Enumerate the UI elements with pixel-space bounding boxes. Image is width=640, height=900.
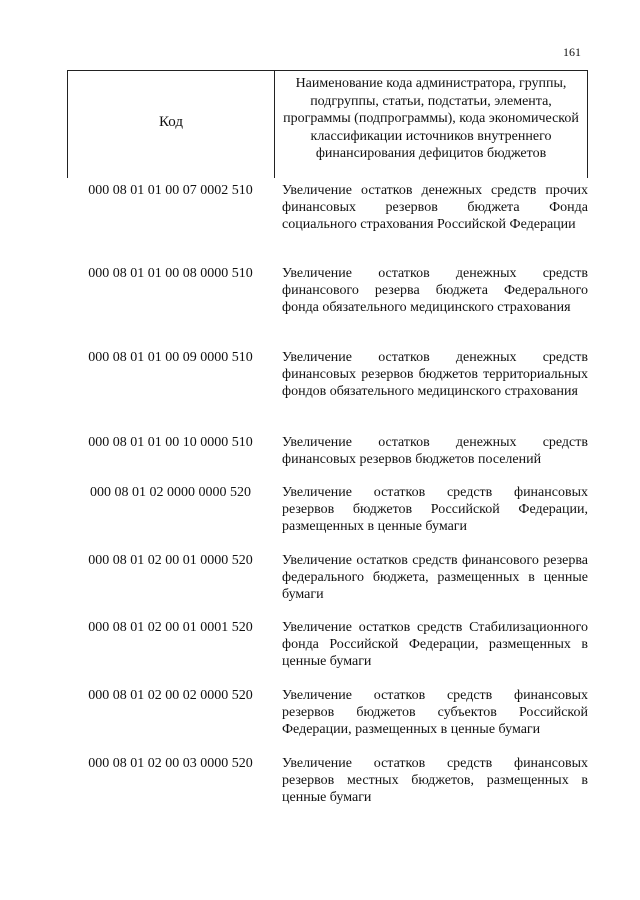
column-header-name: Наименование кода администратора, группы, подгруппы, статьи, подстатьи, элемента, программы (подпрограммы), кода экономической классификации источников внутреннего финансирования дефицитов бюджетов: [283, 76, 579, 162]
row-description: Увеличение остатков средств финансовых резервов бюджетов Российской Федерации, размещенных в ценные бумаги: [282, 485, 588, 534]
row-code: 000 08 01 02 00 02 0000 520: [88, 688, 253, 703]
row-description: Увеличение остатков средств финансовых резервов местных бюджетов, размещенных в ценные бумаги: [282, 756, 588, 805]
row-code: 000 08 01 02 0000 0000 520: [90, 485, 251, 500]
row-code: 000 08 01 01 00 08 0000 510: [88, 266, 253, 281]
row-description: Увеличение остатков средств Стабилизационного фонда Российской Федерации, размещенных в ценные бумаги: [282, 620, 588, 669]
row-code: 000 08 01 01 00 09 0000 510: [88, 350, 253, 365]
row-description: Увеличение остатков денежных средств финансовых резервов бюджетов поселений: [282, 435, 588, 467]
row-code: 000 08 01 01 00 07 0002 510: [88, 183, 253, 198]
row-code: 000 08 01 02 00 01 0001 520: [88, 620, 253, 635]
row-description: Увеличение остатков денежных средств прочих финансовых резервов бюджета Фонда социального страхования Российской Федерации: [282, 183, 588, 232]
row-code: 000 08 01 02 00 01 0000 520: [88, 553, 253, 568]
row-description: Увеличение остатков денежных средств финансовых резервов бюджетов территориальных фондов обязательного медицинского страхования: [282, 350, 588, 399]
column-header-code: Код: [68, 71, 275, 178]
row-description: Увеличение остатков денежных средств финансового резерва бюджета Федерального фонда обязательного медицинского страхования: [282, 266, 588, 315]
row-code: 000 08 01 02 00 03 0000 520: [88, 756, 253, 771]
row-code: 000 08 01 01 00 10 0000 510: [88, 435, 253, 450]
page-number: 161: [563, 45, 581, 59]
row-description: Увеличение остатков средств финансового резерва федерального бюджета, размещенных в ценные бумаги: [282, 553, 588, 602]
table-header: [67, 70, 588, 178]
row-description: Увеличение остатков средств финансовых резервов бюджетов субъектов Российской Федерации, размещенных в ценные бумаги: [282, 688, 588, 737]
